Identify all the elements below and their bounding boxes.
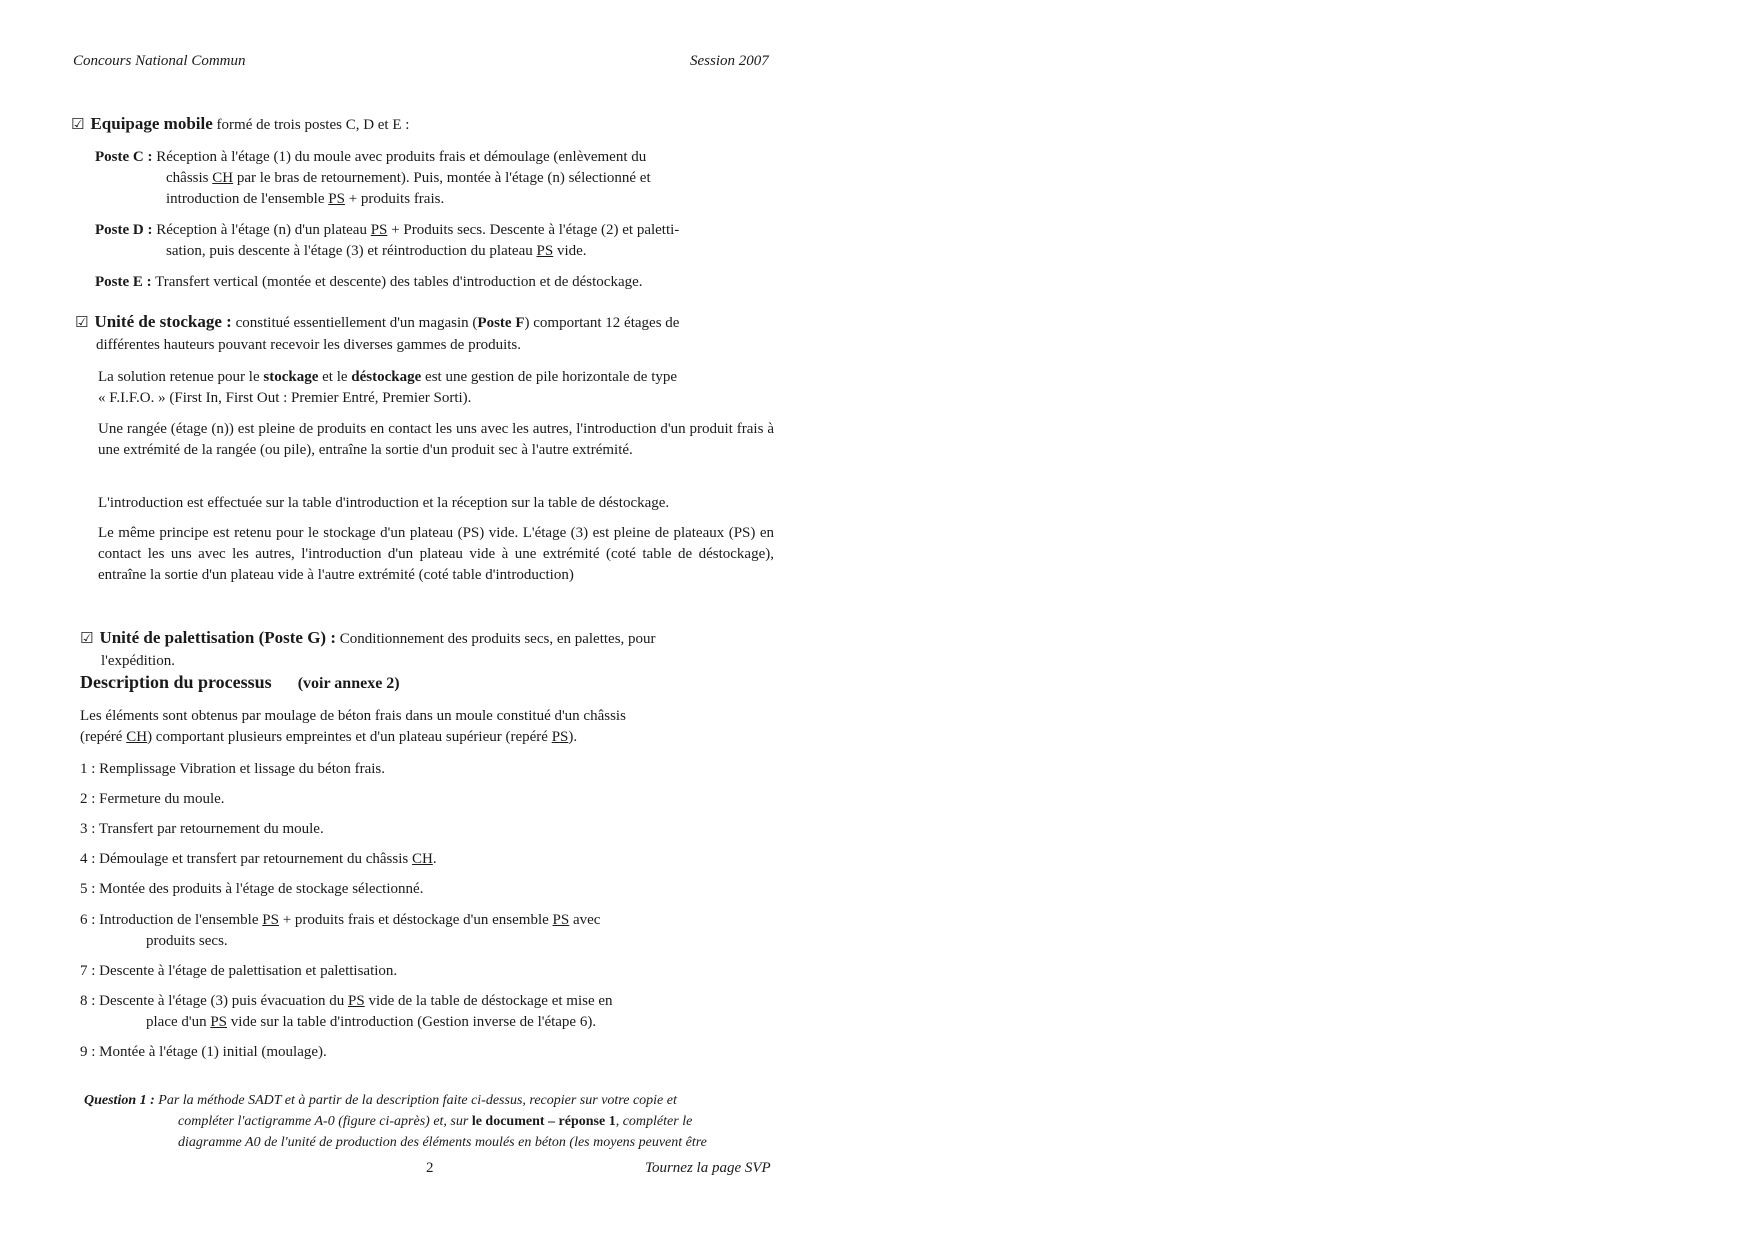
section-equipage-heading: ☑ Equipage mobile formé de trois postes C, D et E : — [71, 114, 410, 133]
process-step-5: 5 : Montée des produits à l'étage de stockage sélectionné. — [80, 881, 424, 897]
checkbox-checked-icon: ☑ — [80, 629, 94, 647]
question-1: Question 1 : Par la méthode SADT et à partir de la description faite ci-dessus, recopier sur votre copie et compléter l'actigramme A-0 (figure ci-après) et, sur le document – réponse 1, compléter le diagramme A0 de l'unité de production des éléments moulés en béton (les moyens peuvent être — [84, 1093, 707, 1150]
process-step-3: 3 : Transfert par retournement du moule. — [80, 821, 324, 837]
process-step-7: 7 : Descente à l'étage de palettisation et palettisation. — [80, 963, 398, 979]
stockage-rangee-paragraph: Une rangée (étage (n)) est pleine de produits en contact les uns avec les autres, l'introduction d'un produit frais à une extrémité de la rangée (ou pile), entraîne la sortie d'un produit sec à l'autre extrémité. — [98, 421, 774, 458]
process-intro: Les éléments sont obtenus par moulage de béton frais dans un moule constitué d'un châssis (repéré CH) comportant plusieurs empreintes et d'un plateau supérieur (repéré PS). — [80, 708, 626, 745]
process-title: Description du processus (voir annexe 2) — [80, 672, 400, 692]
question-label: Question 1 : — [84, 1093, 155, 1108]
process-step-4: 4 : Démoulage et transfert par retournement du châssis CH. — [80, 851, 437, 867]
process-step-1: 1 : Remplissage Vibration et lissage du béton frais. — [80, 761, 386, 777]
poste-d: Poste D : Réception à l'étage (n) d'un plateau PS + Produits secs. Descente à l'étage (2) et paletti- sation, puis descente à l'étage (3) et réintroduction du plateau PS vide. — [95, 222, 680, 259]
checkbox-checked-icon: ☑ — [71, 115, 85, 133]
checkbox-checked-icon: ☑ — [75, 313, 89, 331]
poste-c: Poste C : Réception à l'étage (1) du moule avec produits frais et démoulage (enlèvement du châssis CH par le bras de retournement). Puis, montée à l'étage (n) sélectionné et introduction de l'ensemble PS + produits frais. — [95, 149, 651, 207]
section-palettisation-heading: ☑ Unité de palettisation (Poste G) : Conditionnement des produits secs, en palettes, pour l'expédition. — [80, 628, 656, 669]
header-left: Concours National Commun — [73, 53, 246, 69]
page-number: 2 — [426, 1160, 434, 1176]
stockage-fifo-paragraph: La solution retenue pour le stockage et le déstockage est une gestion de pile horizontale de type « F.I.F.O. » (First In, First Out : Premier Entré, Premier Sorti). — [98, 369, 678, 406]
stockage-plateau-paragraph: Le même principe est retenu pour le stockage d'un plateau (PS) vide. L'étage (3) est pleine de plateaux (PS) en contact les uns avec les autres, l'introduction d'un plateau vide à une extrémité (coté table de déstockage), entraîne la sortie d'un plateau vide à l'autre extrémité (coté table d'introduction) — [98, 525, 774, 583]
section-stockage-heading: ☑ Unité de stockage : constitué essentiellement d'un magasin (Poste F) comportant 12 étages de différentes hauteurs pouvant recevoir les diverses gammes de produits. — [75, 312, 680, 353]
stockage-introduction-paragraph: L'introduction est effectuée sur la table d'introduction et la réception sur la table de déstockage. — [98, 495, 670, 511]
process-step-6: 6 : Introduction de l'ensemble PS + produits frais et déstockage d'un ensemble PS avec produits secs. — [80, 912, 601, 949]
header-right: Session 2007 — [690, 53, 769, 69]
process-step-8: 8 : Descente à l'étage (3) puis évacuation du PS vide de la table de déstockage et mise en place d'un PS vide sur la table d'introduction (Gestion inverse de l'étape 6). — [80, 993, 613, 1030]
poste-e: Poste E : Transfert vertical (montée et descente) des tables d'introduction et de déstockage. — [95, 274, 643, 290]
process-step-9: 9 : Montée à l'étage (1) initial (moulage). — [80, 1044, 327, 1060]
turn-page-note: Tournez la page SVP — [645, 1160, 771, 1176]
process-step-2: 2 : Fermeture du moule. — [80, 791, 225, 807]
